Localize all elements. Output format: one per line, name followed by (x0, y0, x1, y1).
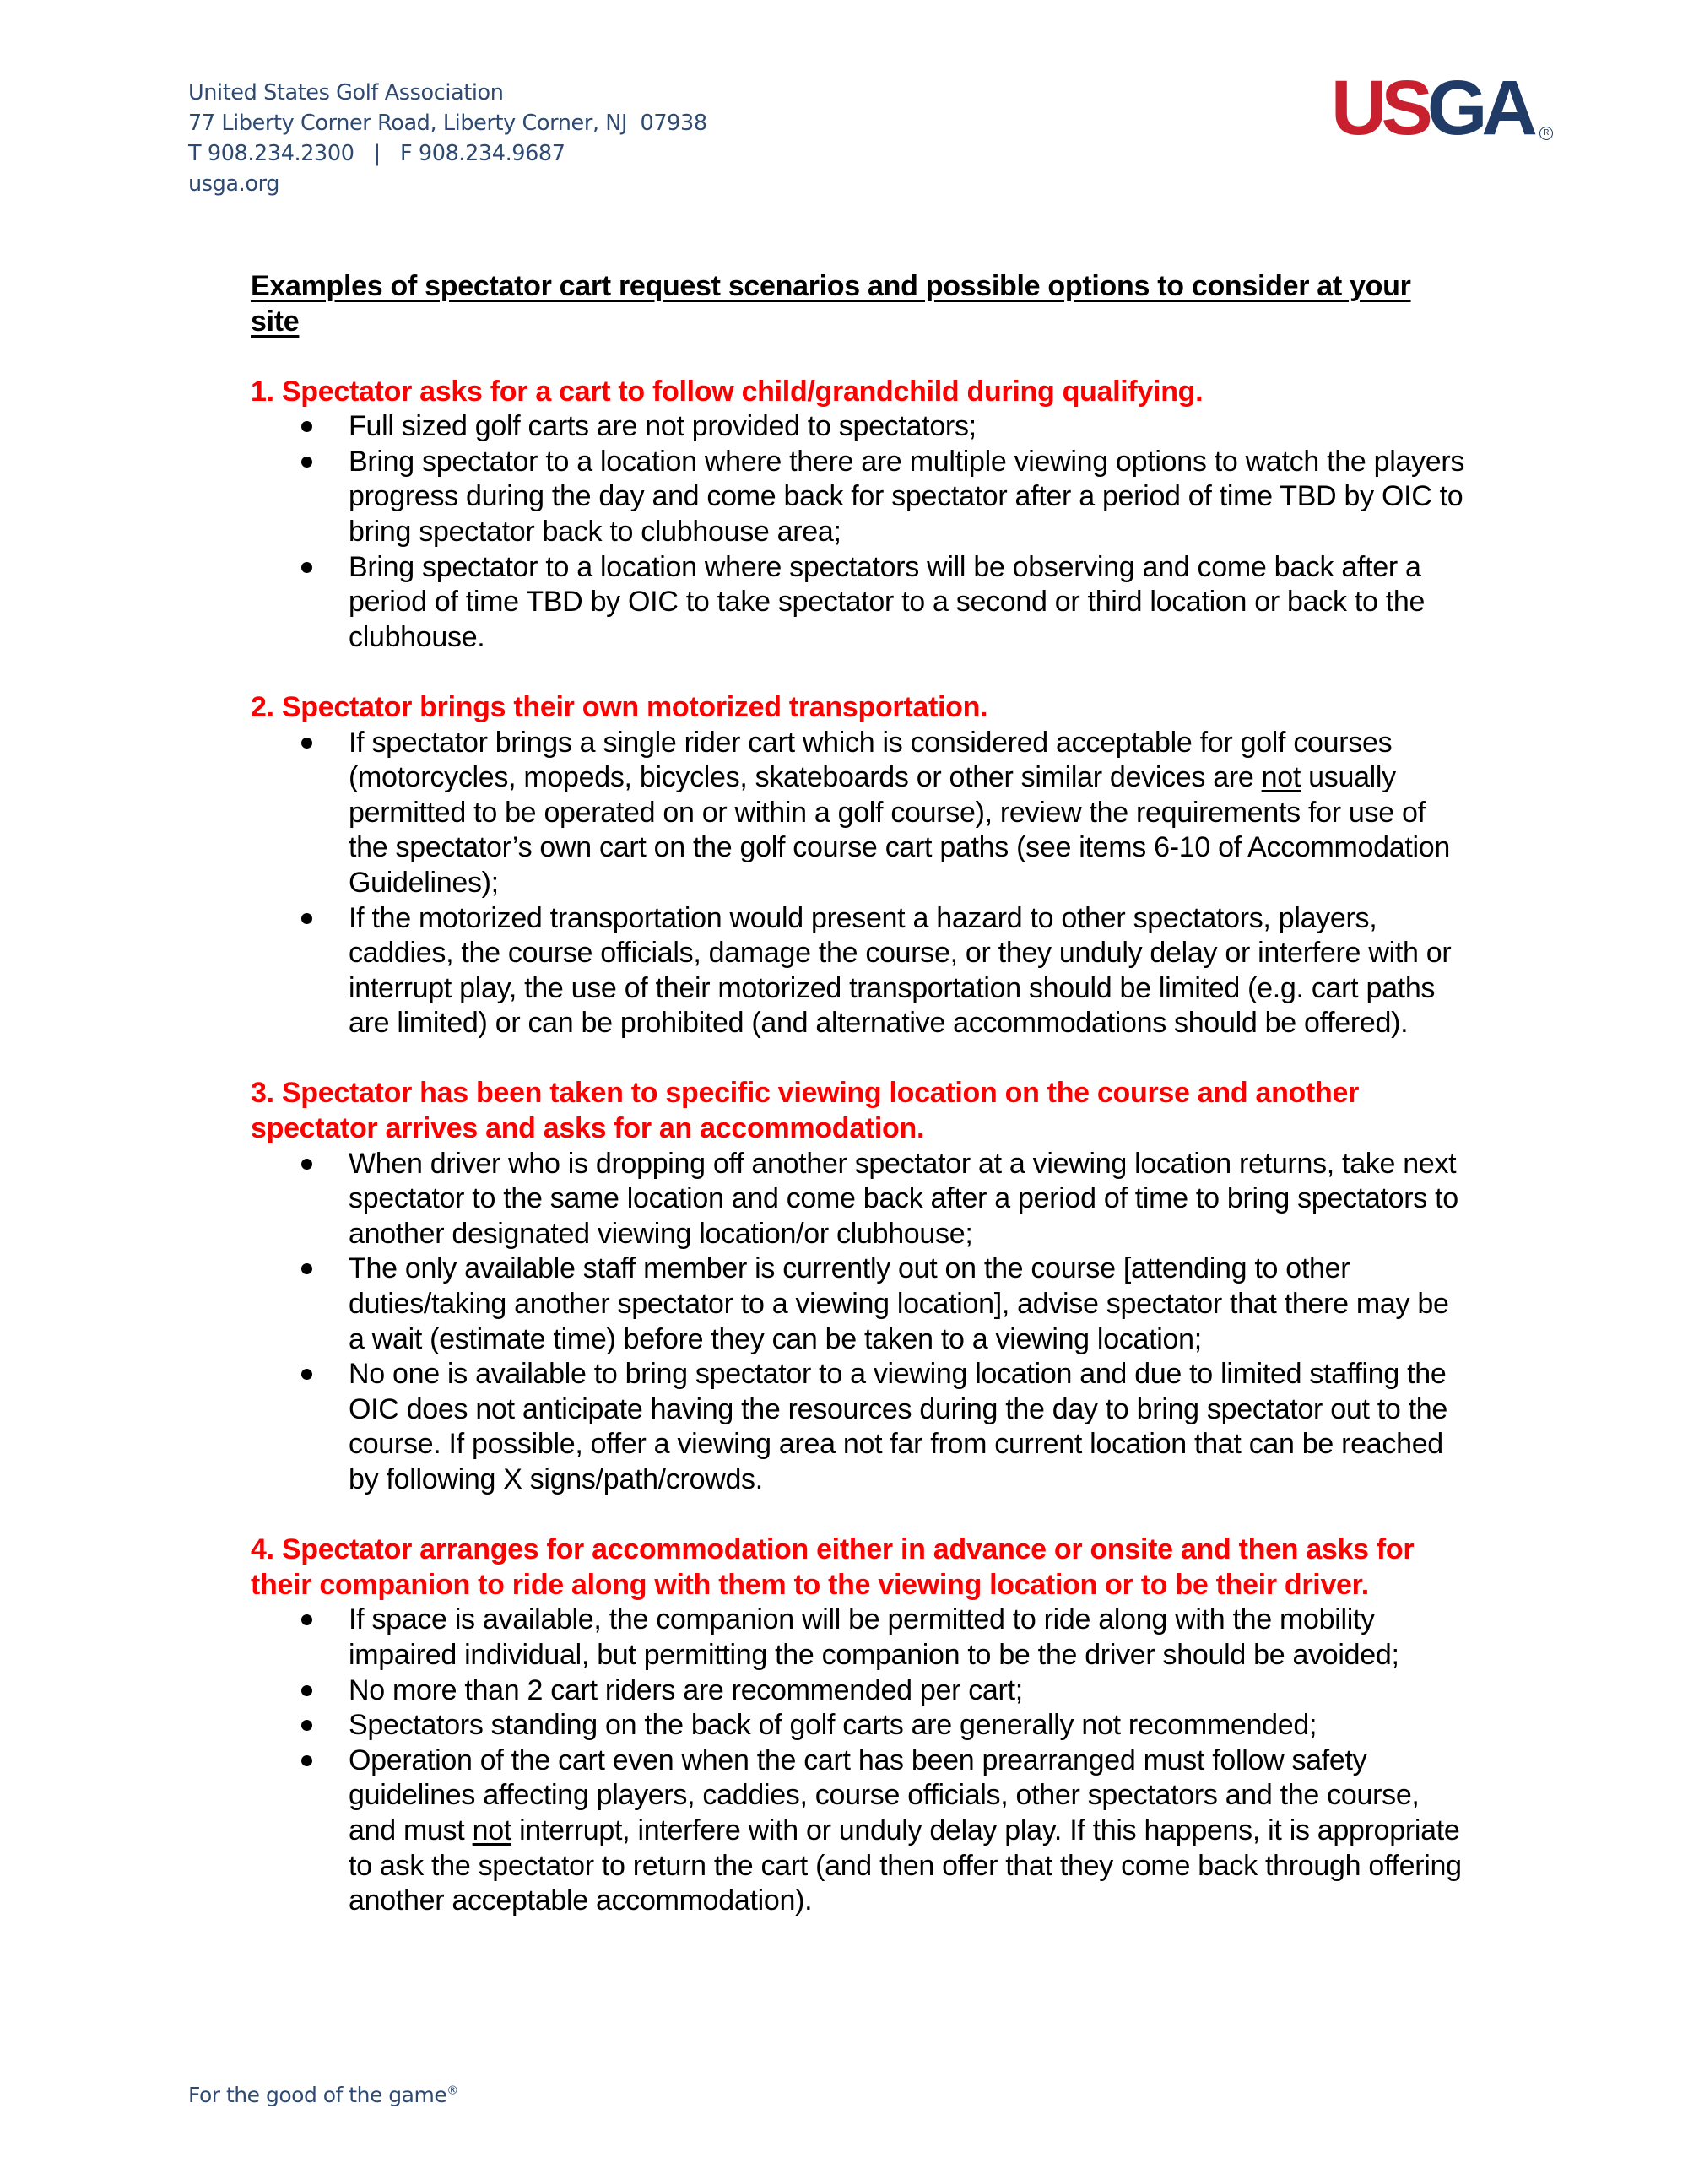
emphasis-not: not (1261, 761, 1301, 794)
option-item: Spectators standing on the back of golf carts are generally not recommended; (251, 1708, 1466, 1743)
bullet-icon (301, 1720, 312, 1731)
bullet-icon (301, 738, 312, 749)
logo-ga: GA (1426, 65, 1532, 151)
option-list (251, 1603, 1466, 1918)
bullet-icon (301, 1685, 312, 1696)
bullet-icon (301, 1159, 312, 1170)
option-item: Full sized golf carts are not provided to spectators; (251, 409, 1466, 445)
bullet-icon (301, 1263, 312, 1274)
document-body (251, 268, 1466, 1954)
option-item: Bring spectator to a location where spectators will be observing and come back after a period of time TBD by OIC to take spectator to a second or third location or back to the clubhouse. (251, 550, 1466, 656)
option-list (251, 726, 1466, 1041)
bullet-icon (301, 457, 312, 468)
footer-tagline (188, 2083, 458, 2107)
scenario-heading: 1. Spectator asks for a cart to follow child/grandchild during qualifying. (251, 375, 1204, 408)
option-item: No one is available to bring spectator to a viewing location and due to limited staffing the OIC does not anticipate having the resources during the day to bring spectator out to the course. If possible, offer a viewing area not far from current location that can be reached by following X signs/path/crowds. (251, 1357, 1466, 1497)
bullet-icon (301, 1614, 312, 1625)
tagline-text: For the good of the game (188, 2083, 447, 2107)
letterhead (188, 78, 707, 199)
phone-fax: T 908.234.2300 | F 908.234.9687 (188, 141, 565, 166)
option-list (251, 409, 1466, 655)
option-list (251, 1147, 1466, 1498)
organization-name: United States Golf Association (188, 80, 504, 105)
bullet-icon (301, 421, 312, 432)
scenario-section-1 (251, 375, 1466, 656)
bullet-icon (301, 562, 312, 573)
option-item: If space is available, the companion will be permitted to ride along with the mobility impaired individual, but permitting the companion to be the driver should be avoided; (251, 1603, 1466, 1673)
scenario-section-3 (251, 1076, 1466, 1497)
option-item: When driver who is dropping off another spectator at a viewing location returns, take next spectator to the same location and come back after a period of time to bring spectators to another designated viewing location/or clubhouse; (251, 1147, 1466, 1252)
scenario-section-4 (251, 1533, 1466, 1919)
option-item: Bring spectator to a location where there are multiple viewing options to watch the players progress during the day and come back for spectator after a period of time TBD by OIC to bring spectator back to clubhouse area; (251, 445, 1466, 550)
document-title: Examples of spectator cart request scenarios and possible options to consider at your site (251, 270, 1411, 338)
emphasis-not: not (472, 1814, 511, 1846)
registered-mark: ® (446, 2084, 458, 2098)
scenario-heading: 2. Spectator brings their own motorized transportation. (251, 690, 988, 723)
bullet-icon (301, 1755, 312, 1766)
registered-mark-icon: R (1539, 127, 1553, 140)
scenario-heading: 3. Spectator has been taken to specific viewing location on the course and another spectator arrives and asks for an accommodation. (251, 1077, 1360, 1145)
organization-address: 77 Liberty Corner Road, Liberty Corner, NJ 07938 (188, 111, 707, 136)
bullet-icon (301, 913, 312, 924)
usga-logo (1331, 65, 1553, 151)
option-item: Operation of the cart even when the cart has been prearranged must follow safety guidelines affecting players, caddies, course officials, other spectators and the course, and must not interrupt, interfere with or unduly delay play. If this happens, it is appropriate to ask the spectator to return the cart (and then offer that they come back through offering another acceptable accommodation). (251, 1743, 1466, 1919)
website-link[interactable]: usga.org (188, 171, 279, 197)
scenario-heading: 4. Spectator arranges for accommodation either in advance or onsite and then asks for their companion to ride along with them to the viewing location or to be their driver. (251, 1533, 1415, 1601)
option-item: If spectator brings a single rider cart which is considered acceptable for golf courses (motorcycles, mopeds, bicycles, skateboards or other similar devices are not usually permitted to be operated on or within a golf course), review the requirements for use of the spectator’s own cart on the golf course cart paths (see items 6-10 of Accommodation Guidelines); (251, 726, 1466, 901)
scenario-section-2 (251, 690, 1466, 1041)
bullet-icon (301, 1369, 312, 1380)
option-item: If the motorized transportation would present a hazard to other spectators, players, caddies, the course officials, damage the course, or they unduly delay or interfere with or interrupt play, the use of their motorized transportation should be limited (e.g. cart paths are limited) or can be prohibited (and alternative accommodations should be offered). (251, 901, 1466, 1041)
option-item: No more than 2 cart riders are recommended per cart; (251, 1673, 1466, 1709)
option-item: The only available staff member is currently out on the course [attending to other duties/taking another spectator to a viewing location], advise spectator that there may be a wait (estimate time) before they can be taken to a viewing location; (251, 1251, 1466, 1357)
logo-us: US (1331, 65, 1427, 151)
